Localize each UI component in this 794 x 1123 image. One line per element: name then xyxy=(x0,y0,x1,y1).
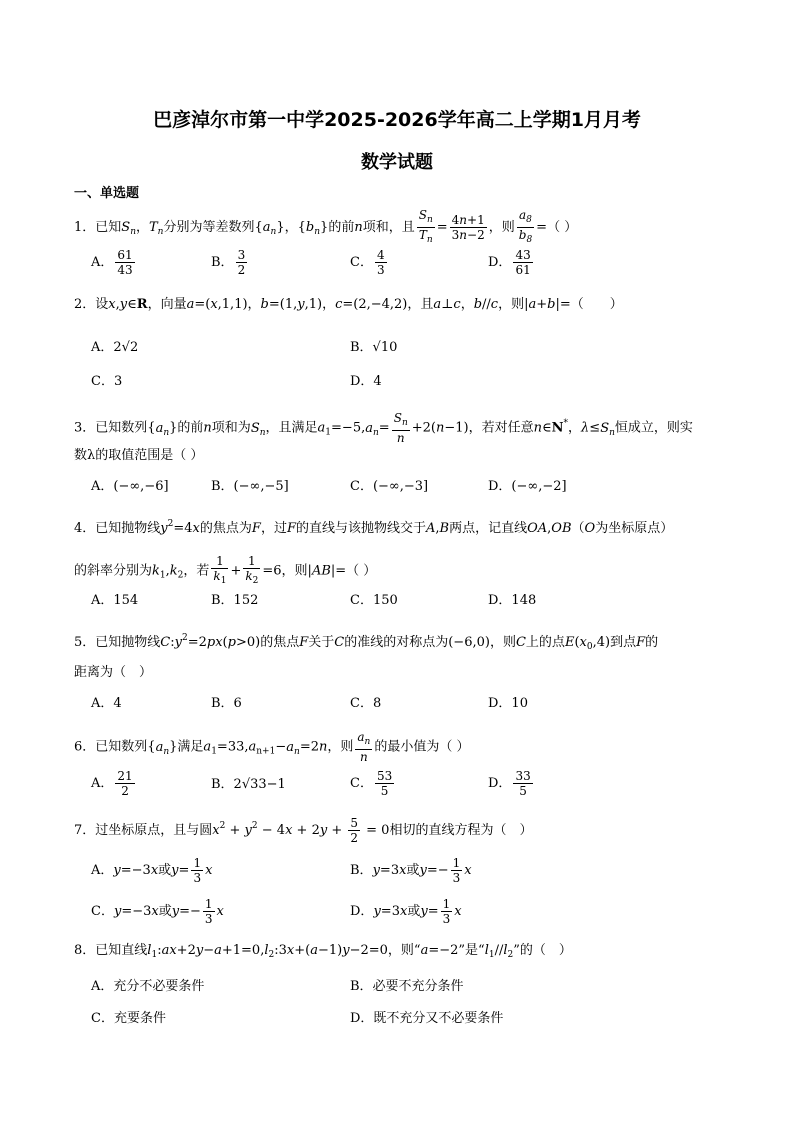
q2-option-b[interactable]: B．√10 xyxy=(350,340,398,355)
q2-option-c[interactable]: C．3 xyxy=(91,374,123,389)
q2-option-a[interactable]: A．2√2 xyxy=(91,340,139,355)
question-2: 2．设x,y∈R，向量a=(x,1,1)，b=(1,y,1)，c=(2,−4,2)，且a⊥c，b//c，则|a+b|=（ ） xyxy=(74,297,623,312)
q8-option-c[interactable]: C．充要条件 xyxy=(91,1011,166,1026)
q5-option-c[interactable]: C．8 xyxy=(350,696,382,711)
q5-option-b[interactable]: B．6 xyxy=(211,696,242,711)
q4-option-b[interactable]: B．152 xyxy=(211,593,259,608)
question-5-line-1: 5．已知抛物线$C:y^2=2px(p>0)$的焦点F关于C的准线的对称点为(−6,0)，则C上的点$E(x_0,4)$到点F的 xyxy=(74,633,659,652)
q1-option-c[interactable]: C． $\frac{4}{3}$ xyxy=(350,248,385,277)
question-5-line-2: 距离为（ ） xyxy=(74,665,153,680)
exam-subtitle: 数学试题 xyxy=(361,152,433,173)
q1-option-b[interactable]: B． $\frac{3}{2}$ xyxy=(211,248,246,277)
q3-option-c[interactable]: C．(−∞,−3] xyxy=(350,479,429,494)
q8-option-d[interactable]: D．既不充分又不必要条件 xyxy=(350,1011,504,1026)
question-3-line-2: 数λ的取值范围是（ ） xyxy=(74,448,204,463)
q7-option-d[interactable]: D．y=3x或y= $\frac{1}{3}$ x xyxy=(350,897,462,926)
q6-option-c[interactable]: C． $\frac{53}{5}$ xyxy=(350,769,393,798)
q7-option-c[interactable]: C．y=−3x或y=− $\frac{1}{3}$ x xyxy=(91,897,224,926)
q3-option-d[interactable]: D．(−∞,−2] xyxy=(488,479,567,494)
q4-option-d[interactable]: D．148 xyxy=(488,593,537,608)
q3-option-a[interactable]: A．(−∞,−6] xyxy=(91,479,169,494)
question-7: 7．过坐标原点，且与圆$x^2 + y^2 - 4x + 2y$ + $\frac{5}{2}$ = 0相切的直线方程为（ ） xyxy=(74,816,533,845)
question-4-line-2: 的斜率分别为$k_1,k_2$，若 $\frac{1}{k_1}$ + $\frac{1}{k_2}$ =6，则|AB|=（ ） xyxy=(74,554,377,586)
q6-option-a[interactable]: A． $\frac{21}{2}$ xyxy=(91,769,133,798)
q8-option-b[interactable]: B．必要不充分条件 xyxy=(350,979,464,994)
q5-option-a[interactable]: A．4 xyxy=(91,696,122,711)
exam-title: 巴彦淖尔市第一中学2025-2026学年高二上学期1月月考 xyxy=(153,109,641,131)
q6-option-b[interactable]: B．2√33−1 xyxy=(211,777,286,792)
q7-option-a[interactable]: A．y=−3x或y= $\frac{1}{3}$ x xyxy=(91,856,213,885)
q8-option-a[interactable]: A．充分不必要条件 xyxy=(91,979,205,994)
question-8: 8．已知直线$l_1:ax+2y-a+1=0,l_2:3x+(a-1)y-2=0$，则“a=−2”是“$l_1//l_2$”的（ ） xyxy=(74,943,572,960)
q4-option-a[interactable]: A．154 xyxy=(91,593,139,608)
question-1: 1．已知$S_n$，$T_n$分别为等差数列$\{a_n\}$，$\{b_n\}$的前n项和，且 $\frac{S_n}{T_n}$ = $\frac{4n+1}{3n-2}$ ，则 $\frac{a_8}{b_8}$ =（ ） xyxy=(74,208,578,245)
q3-option-b[interactable]: B．(−∞,−5] xyxy=(211,479,289,494)
q2-option-d[interactable]: D．4 xyxy=(350,374,382,389)
q4-option-c[interactable]: C．150 xyxy=(350,593,398,608)
question-3-line-1: 3．已知数列$\{a_n\}$的前n项和为$S_n$，且满足$a_1=-5,a_n=$ $\frac{S_n}{n}$ +2(n−1)，若对任意n∈N*，$\lambda\le S_n$恒成立，则实 xyxy=(74,411,693,445)
q6-option-d[interactable]: D． $\frac{33}{5}$ xyxy=(488,769,531,798)
q7-option-b[interactable]: B．y=3x或y=− $\frac{1}{3}$ x xyxy=(350,856,472,885)
q1-option-a[interactable]: A． $\frac{61}{43}$ xyxy=(91,248,133,277)
q1-option-d[interactable]: D． $\frac{43}{61}$ xyxy=(488,248,531,277)
section-heading: 一、单选题 xyxy=(74,186,140,201)
question-4-line-1: 4．已知抛物线$y^2=4x$的焦点为F，过F的直线与该抛物线交于A,B两点，记直线OA,OB（O为坐标原点） xyxy=(74,519,674,536)
q5-option-d[interactable]: D．10 xyxy=(488,696,528,711)
question-6: 6．已知数列$\{a_n\}$满足$a_1=33,a_{n+1}-a_n=2n$，则 $\frac{a_n}{n}$ 的最小值为（ ） xyxy=(74,730,470,764)
